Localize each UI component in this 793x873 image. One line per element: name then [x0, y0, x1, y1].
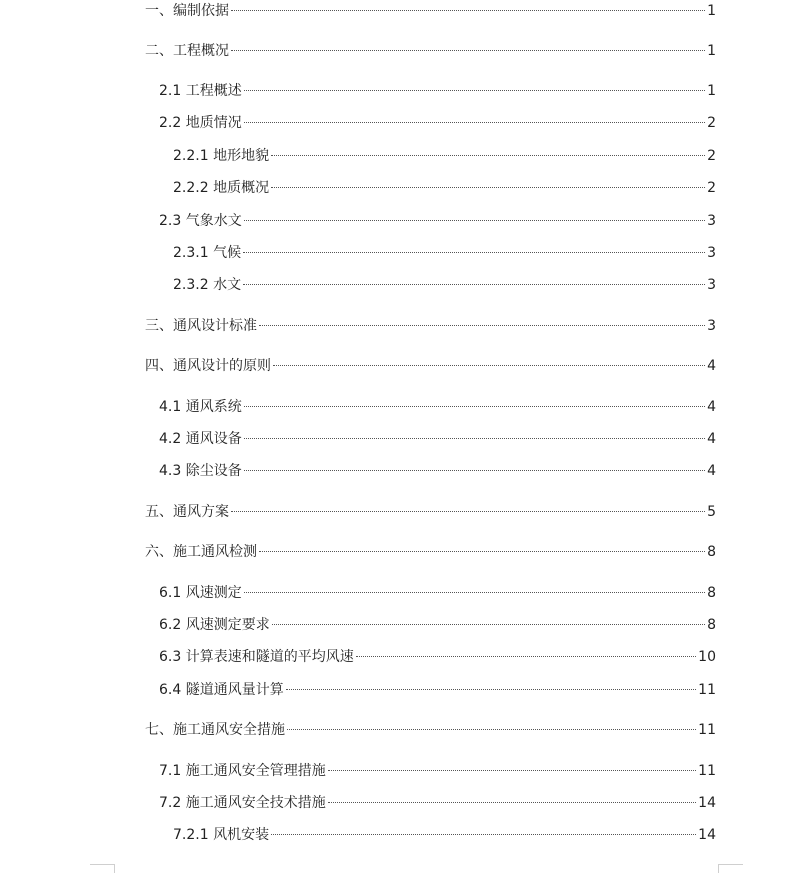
toc-entry-label: 2.2 地质情况: [159, 115, 242, 131]
toc-dot-leader: [244, 406, 705, 407]
toc-entry-label: 7.2 施工通风安全技术措施: [159, 795, 326, 811]
toc-entry-label: 6.1 风速测定: [159, 585, 242, 601]
toc-entry-page-number: 14: [698, 795, 716, 811]
toc-entry-label: 6.3 计算表速和隧道的平均风速: [159, 649, 354, 665]
toc-entry-page-number: 11: [698, 682, 716, 698]
toc-dot-leader: [286, 689, 696, 690]
toc-entry-label: 一、编制依据: [145, 3, 229, 19]
toc-entry-label: 6.4 隧道通风量计算: [159, 682, 284, 698]
toc-dot-leader: [244, 438, 705, 439]
toc-dot-leader: [328, 770, 696, 771]
toc-entry-page-number: 8: [707, 585, 716, 601]
toc-dot-leader: [244, 592, 705, 593]
toc-entry-page-number: 8: [707, 617, 716, 633]
toc-dot-leader: [244, 122, 705, 123]
toc-entry-page-number: 3: [707, 318, 716, 334]
toc-entry[interactable]: [159, 211, 716, 231]
toc-entry[interactable]: [145, 720, 716, 740]
toc-entry-label: 7.1 施工通风安全管理措施: [159, 763, 326, 779]
toc-dot-leader: [243, 252, 705, 253]
toc-entry[interactable]: [159, 615, 716, 635]
toc-entry-label: 2.2.2 地质概况: [173, 180, 270, 196]
toc-entry-page-number: 3: [707, 245, 716, 261]
toc-entry-label: 三、通风设计标准: [145, 318, 257, 334]
toc-entry-label: 四、通风设计的原则: [145, 358, 271, 374]
toc-dot-leader: [243, 284, 705, 285]
toc-entry-page-number: 11: [698, 722, 716, 738]
toc-entry-label: 二、工程概况: [145, 43, 229, 59]
toc-entry-label: 6.2 风速测定要求: [159, 617, 270, 633]
toc-entry-page-number: 2: [707, 180, 716, 196]
toc-entry-page-number: 8: [707, 544, 716, 560]
toc-entry-page-number: 4: [707, 358, 716, 374]
toc-entry[interactable]: [145, 1, 716, 21]
toc-entry[interactable]: [173, 146, 716, 166]
toc-dot-leader: [259, 325, 705, 326]
toc-dot-leader: [259, 551, 705, 552]
toc-entry[interactable]: [159, 81, 716, 101]
toc-entry-label: 7.2.1 风机安装: [173, 827, 270, 843]
toc-entry[interactable]: [173, 178, 716, 198]
toc-dot-leader: [287, 729, 696, 730]
toc-entry-label: 五、通风方案: [145, 504, 229, 520]
toc-entry[interactable]: [173, 825, 716, 845]
toc-entry-label: 4.2 通风设备: [159, 431, 242, 447]
toc-entry-page-number: 4: [707, 399, 716, 415]
toc-entry-label: 六、施工通风检测: [145, 544, 257, 560]
toc-entry-page-number: 1: [707, 83, 716, 99]
toc-entry-page-number: 5: [707, 504, 716, 520]
toc-entry-page-number: 2: [707, 148, 716, 164]
toc-entry[interactable]: [159, 429, 716, 449]
toc-entry[interactable]: [159, 397, 716, 417]
toc-dot-leader: [271, 155, 705, 156]
toc-entry-page-number: 4: [707, 463, 716, 479]
toc-entry[interactable]: [159, 583, 716, 603]
toc-dot-leader: [244, 220, 705, 221]
toc-entry-page-number: 10: [698, 649, 716, 665]
toc-entry[interactable]: [159, 461, 716, 481]
toc-entry-label: 2.3.2 水文: [173, 277, 242, 293]
toc-entry[interactable]: [145, 356, 716, 376]
toc-entry[interactable]: [145, 41, 716, 61]
toc-entry[interactable]: [159, 647, 716, 667]
toc-entry[interactable]: [159, 761, 716, 781]
toc-entry[interactable]: [145, 502, 716, 522]
toc-entry[interactable]: [159, 680, 716, 700]
toc-entry-page-number: 3: [707, 213, 716, 229]
toc-entry-label: 2.3.1 气候: [173, 245, 242, 261]
toc-dot-leader: [231, 511, 705, 512]
toc-entry[interactable]: [159, 113, 716, 133]
toc-entry-page-number: 2: [707, 115, 716, 131]
toc-entry-label: 4.3 除尘设备: [159, 463, 242, 479]
page-corner-mark-right: [718, 864, 743, 873]
toc-entry[interactable]: [159, 793, 716, 813]
toc-entry[interactable]: [173, 243, 716, 263]
toc-dot-leader: [328, 802, 696, 803]
toc-entry-label: 2.3 气象水文: [159, 213, 242, 229]
toc-entry-page-number: 4: [707, 431, 716, 447]
toc-entry-page-number: 3: [707, 277, 716, 293]
toc-dot-leader: [244, 90, 705, 91]
toc-dot-leader: [271, 834, 696, 835]
toc-entry[interactable]: [145, 316, 716, 336]
toc-entry[interactable]: [173, 275, 716, 295]
toc-entry-page-number: 11: [698, 763, 716, 779]
toc-entry-page-number: 1: [707, 43, 716, 59]
toc-dot-leader: [271, 187, 705, 188]
toc-entry-page-number: 1: [707, 3, 716, 19]
toc-entry-label: 七、施工通风安全措施: [145, 722, 285, 738]
toc-dot-leader: [244, 470, 705, 471]
toc-entry-label: 2.1 工程概述: [159, 83, 242, 99]
toc-dot-leader: [356, 656, 696, 657]
page-corner-mark-left: [90, 864, 115, 873]
toc-entry-label: 2.2.1 地形地貌: [173, 148, 270, 164]
toc-entry[interactable]: [145, 542, 716, 562]
toc-dot-leader: [273, 365, 705, 366]
toc-entry-label: 4.1 通风系统: [159, 399, 242, 415]
toc-dot-leader: [231, 10, 705, 11]
toc-dot-leader: [231, 50, 705, 51]
toc-entry-page-number: 14: [698, 827, 716, 843]
toc-dot-leader: [272, 624, 705, 625]
